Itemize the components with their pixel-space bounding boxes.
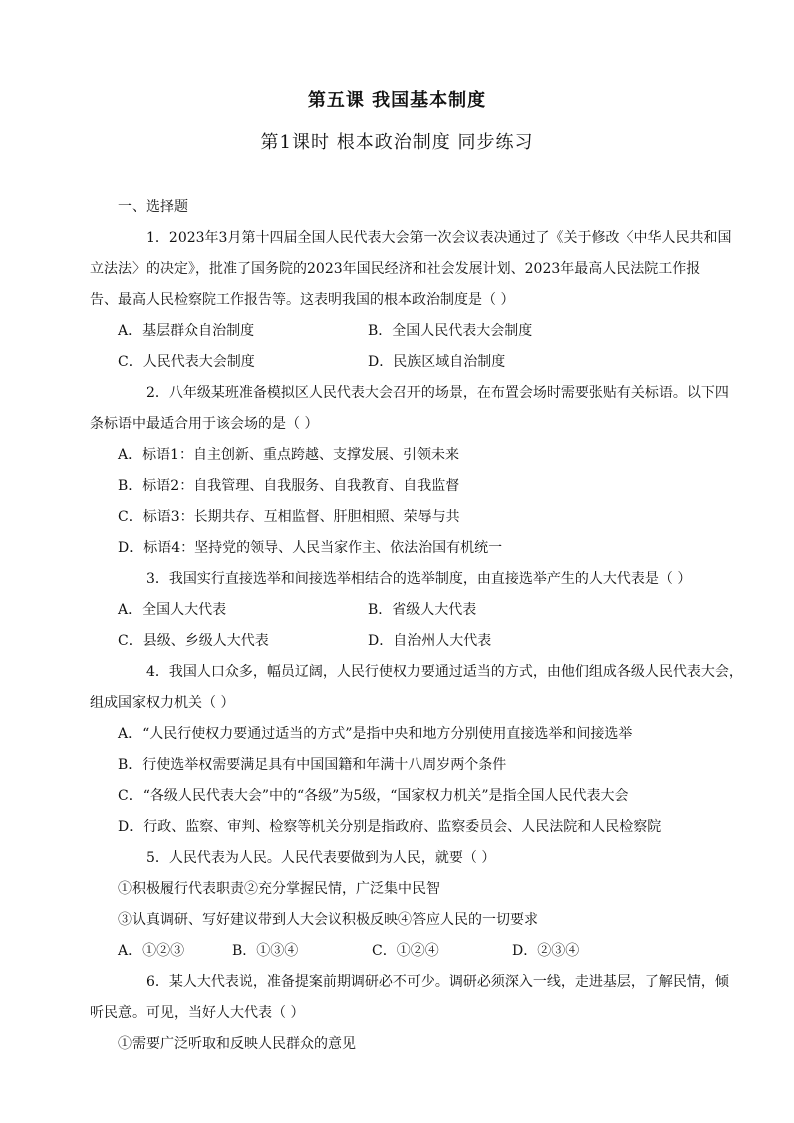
question-4-option-b: B．行使选举权需要满足具有中国国籍和年满十八周岁两个条件 — [118, 757, 507, 773]
question-1-line-3: 告、最高人民检察院工作报告等。这表明我国的根本政治制度是（ ） — [90, 292, 515, 308]
question-4-line-1: 4．我国人口众多，幅员辽阔，人民行使权力要通过适当的方式，由他们组成各级人民代表大会， — [146, 664, 743, 680]
question-5-option-d: D．②③④ — [512, 943, 580, 959]
question-4-option-c: C．“各级人民代表大会”中的“各级”为5级，“国家权力机关”是指全国人民代表大会 — [118, 788, 629, 804]
question-3-line-1: 3．我国实行直接选举和间接选举相结合的选举制度，由直接选举产生的人大代表是（ ） — [146, 571, 692, 587]
question-body — [90, 196, 743, 1064]
question-5-options-row — [118, 940, 718, 971]
question-5-option-a: A．①②③ — [118, 943, 185, 959]
question-3-option-a: A．全国人大代表 — [118, 602, 227, 618]
question-1-option-c: C．人民代表大会制度 — [118, 354, 255, 370]
question-3-options-row-2 — [118, 630, 718, 661]
question-2-option-a: A．标语1：自主创新、重点跨越、支撑发展、引领未来 — [118, 447, 460, 463]
question-3-options-row-1 — [118, 599, 718, 630]
question-2-option-d: D．标语4：坚持党的领导、人民当家作主、依法治国有机统一 — [118, 540, 503, 556]
question-1-option-d: D．民族区域自治制度 — [368, 354, 506, 370]
question-1-line-1: 1．2023年3月第十四届全国人民代表大会第一次会议表决通过了《关于修改〈中华人民共和国 — [146, 230, 732, 246]
question-1-line-2: 立法法〉的决定》，批准了国务院的2023年国民经济和社会发展计划、2023年最高人民法院工作报 — [90, 261, 701, 277]
question-2-line-1: 2．八年级某班准备模拟区人民代表大会召开的场景，在布置会场时需要张贴有关标语。以下四 — [146, 385, 729, 401]
question-2-line-2: 条标语中最适合用于该会场的是（ ） — [90, 416, 319, 432]
question-4-line-2: 组成国家权力机关（ ） — [90, 695, 235, 711]
question-1-option-b: B．全国人民代表大会制度 — [368, 323, 533, 339]
question-3-option-b: B．省级人大代表 — [368, 602, 477, 618]
lesson-subtitle: 第1课时 根本政治制度 同步练习 — [260, 132, 534, 153]
question-1-options-row-1 — [118, 320, 718, 351]
question-4-option-d: D．行政、监察、审判、检察等机关分别是指政府、监察委员会、人民法院和人民检察院 — [118, 819, 662, 835]
question-6-line-2: 听民意。可见，当好人大代表（ ） — [90, 1005, 305, 1021]
question-2-option-b: B．标语2：自我管理、自我服务、自我教育、自我监督 — [118, 478, 460, 494]
question-1-options-row-2 — [118, 351, 718, 382]
question-5-option-c: C．①②④ — [372, 943, 439, 959]
lesson-title: 第五课 我国基本制度 — [307, 90, 487, 111]
question-1-option-a: A．基层群众自治制度 — [118, 323, 255, 339]
question-5-statement-2: ③认真调研、写好建议带到人大会议积极反映④答应人民的一切要求 — [118, 912, 538, 928]
question-5-line-1: 5．人民代表为人民。人民代表要做到为人民，就要（ ） — [146, 850, 496, 866]
section-heading: 一、选择题 — [118, 199, 188, 215]
question-2-option-c: C．标语3：长期共存、互相监督、肝胆相照、荣辱与共 — [118, 509, 460, 525]
question-3-option-d: D．自治州人大代表 — [368, 633, 492, 649]
question-4-option-a: A．“人民行使权力要通过适当的方式”是指中央和地方分别使用直接选举和间接选举 — [118, 726, 633, 742]
question-3-option-c: C．县级、乡级人大代表 — [118, 633, 269, 649]
question-6-statement-1: ①需要广泛听取和反映人民群众的意见 — [118, 1036, 356, 1052]
question-6-line-1: 6．某人大代表说，准备提案前期调研必不可少。调研必须深入一线，走进基层，了解民情，倾 — [146, 974, 729, 990]
question-5-option-b: B．①③④ — [232, 943, 299, 959]
question-5-statement-1: ①积极履行代表职责②充分掌握民情，广泛集中民智 — [118, 881, 440, 897]
